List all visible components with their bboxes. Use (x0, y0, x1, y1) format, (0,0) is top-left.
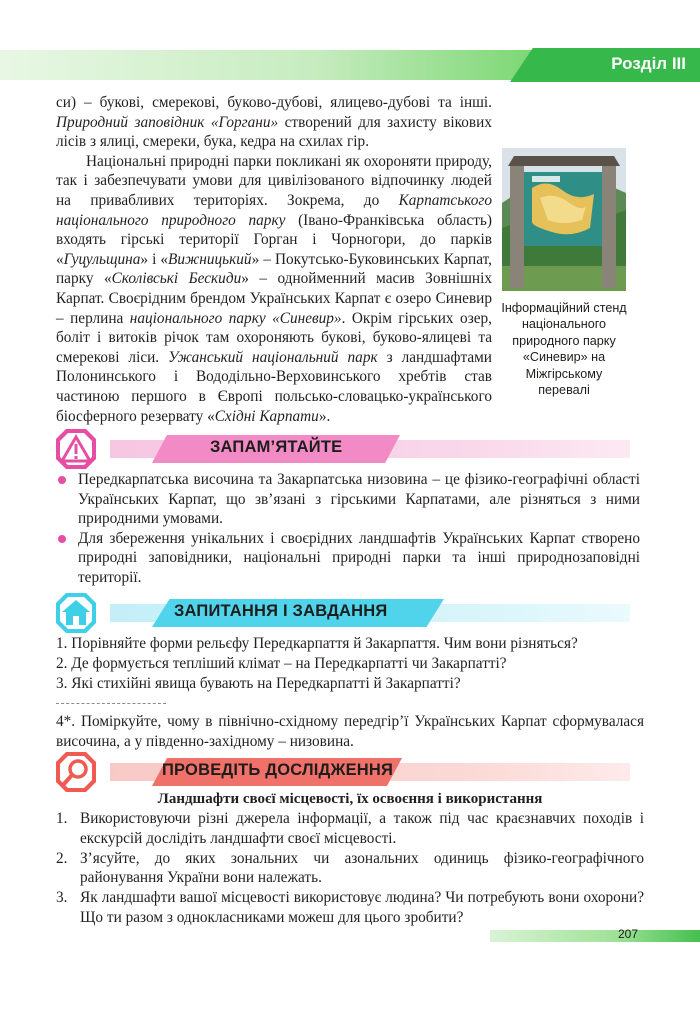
text-run-italic: Карпатського національного природного парку (56, 191, 492, 229)
research-bar (56, 757, 630, 787)
page-number: 207 (617, 927, 638, 941)
list-item (56, 809, 644, 849)
footer-band (490, 930, 700, 942)
list-item: 3. Які стихійні явища бувають на Передкарпатті й Закарпатті? (56, 675, 461, 692)
item-number: 1. (56, 810, 68, 827)
list-item-text: Використовуючи різні джерела інформації, а також під час краєзнавчих походів і екскурсій дослідіть ландшафти своєї місцевості. (80, 810, 644, 847)
remember-title: ЗАПАМ’ЯТАЙТЕ (210, 438, 343, 456)
magnifier-icon (54, 750, 98, 794)
text-run: створений для захисту вікових лісів з ялиці, смереки, бука, кедра на схилах гір. (56, 113, 492, 151)
list-item: 1. Порівняйте форми рельєфу Передкарпаття й Закарпаття. Чим вони різняться? (56, 635, 578, 652)
bullet-dot (58, 535, 66, 543)
photo-illustration (502, 148, 626, 291)
list-item-text: Як ландшафти вашої місцевості використовує людина? Чи потребують вони охорони? Що ти разом з однокласниками можеш для цього зробити? (80, 889, 644, 926)
remember-list (56, 470, 640, 588)
text-run-italic: Ужанський національний парк (168, 348, 378, 366)
text-run: з ландшафтами Полонинського і Вододільно-Верховинського хребтів став частиною першого в Європі польсько-словацько-українського біосферного резервату « (56, 348, 492, 425)
text-run-italic: Природний заповідник «Горгани» (56, 113, 279, 131)
research-title: ПРОВЕДІТЬ ДОСЛІДЖЕННЯ (162, 761, 394, 779)
list-item (56, 849, 644, 889)
list-item (56, 529, 640, 588)
list-item-text: Передкарпатська височина та Закарпатська низовина – це фізико-географічні області Українських Карпат, що зв’язані з гірськими Карпатами, але різняться з ними природними умовами. (78, 471, 640, 528)
text-run-italic: національного парку «Синевир» (129, 309, 342, 327)
questions-bar (56, 598, 630, 628)
divider (56, 703, 166, 704)
text-run: ». (318, 407, 331, 425)
task-4: 4*. Поміркуйте, чому в північно-східному передгір’ї Українських Карпат сформувалася височина, а у південно-західному – низовина. (56, 713, 644, 750)
text-run: Національні природні парки покликані як охороняти природу, так і забезпечувати умови для цивілізованого відпочинку людей на привабливих територіях. Зокрема, до (56, 152, 492, 209)
text-run-italic: Сколівські Бескиди (111, 270, 242, 288)
text-run: си) – букові, смерекові, буково-дубові, ялицево-дубові та інші. (56, 94, 492, 111)
paragraph-2 (56, 152, 492, 426)
research-list (56, 809, 644, 928)
questions-list (56, 634, 646, 694)
text-run: . Окрім гірських озер, боліт і витоків річок там охороняють букові, буково-ялицеві та смерекові ліси. (56, 309, 492, 366)
item-number: 3. (56, 889, 68, 907)
section-label: Розділ III (611, 54, 686, 73)
text-run-italic: Вижницький (168, 250, 252, 268)
list-item-text: З’ясуйте, до яких зональних чи азональних одиниць фізико-географічного районування України вони належать. (80, 849, 644, 887)
main-text (56, 93, 492, 426)
list-item: 2. Де формується тепліший клімат – на Передкарпатті чи Закарпатті? (56, 655, 507, 672)
list-item (56, 888, 644, 928)
list-item-text: Для збереження унікальних і своєрідних ландшафтів Українських Карпат створено природні заповідники, національні природні парки та інші природнозаповідні території. (78, 529, 640, 586)
text-run: » – Покутсько-Буковинських Карпат, парку « (56, 250, 492, 288)
exclamation-icon (54, 427, 98, 471)
list-item (56, 470, 640, 529)
text-run: (Івано-Франківська область) входять гірські території Горган і Чорногори, до парків « (56, 211, 492, 268)
text-run-italic: Східні Карпати (214, 407, 319, 425)
photo-caption: Інформаційний стенд національного природного парку «Синевир» на Міжгірському перевалі (501, 301, 627, 398)
remember-bar (56, 434, 630, 464)
item-number: 2. (56, 849, 68, 867)
text-run: » і « (140, 250, 169, 268)
research-subtitle: Ландшафти своєї місцевості, їх освоєння і використання (157, 791, 543, 807)
text-run: » – однойменний масив Зовнішніх Карпат. Своєрідним брендом Українських Карпат є озеро Синевир – перлина (56, 270, 493, 327)
info-stand-photo (502, 148, 626, 291)
paragraph-1 (56, 93, 492, 152)
bullet-dot (58, 476, 66, 484)
questions-title: ЗАПИТАННЯ І ЗАВДАННЯ (174, 602, 388, 620)
text-run-italic: Гуцульщина (63, 250, 141, 268)
house-icon (54, 591, 98, 635)
